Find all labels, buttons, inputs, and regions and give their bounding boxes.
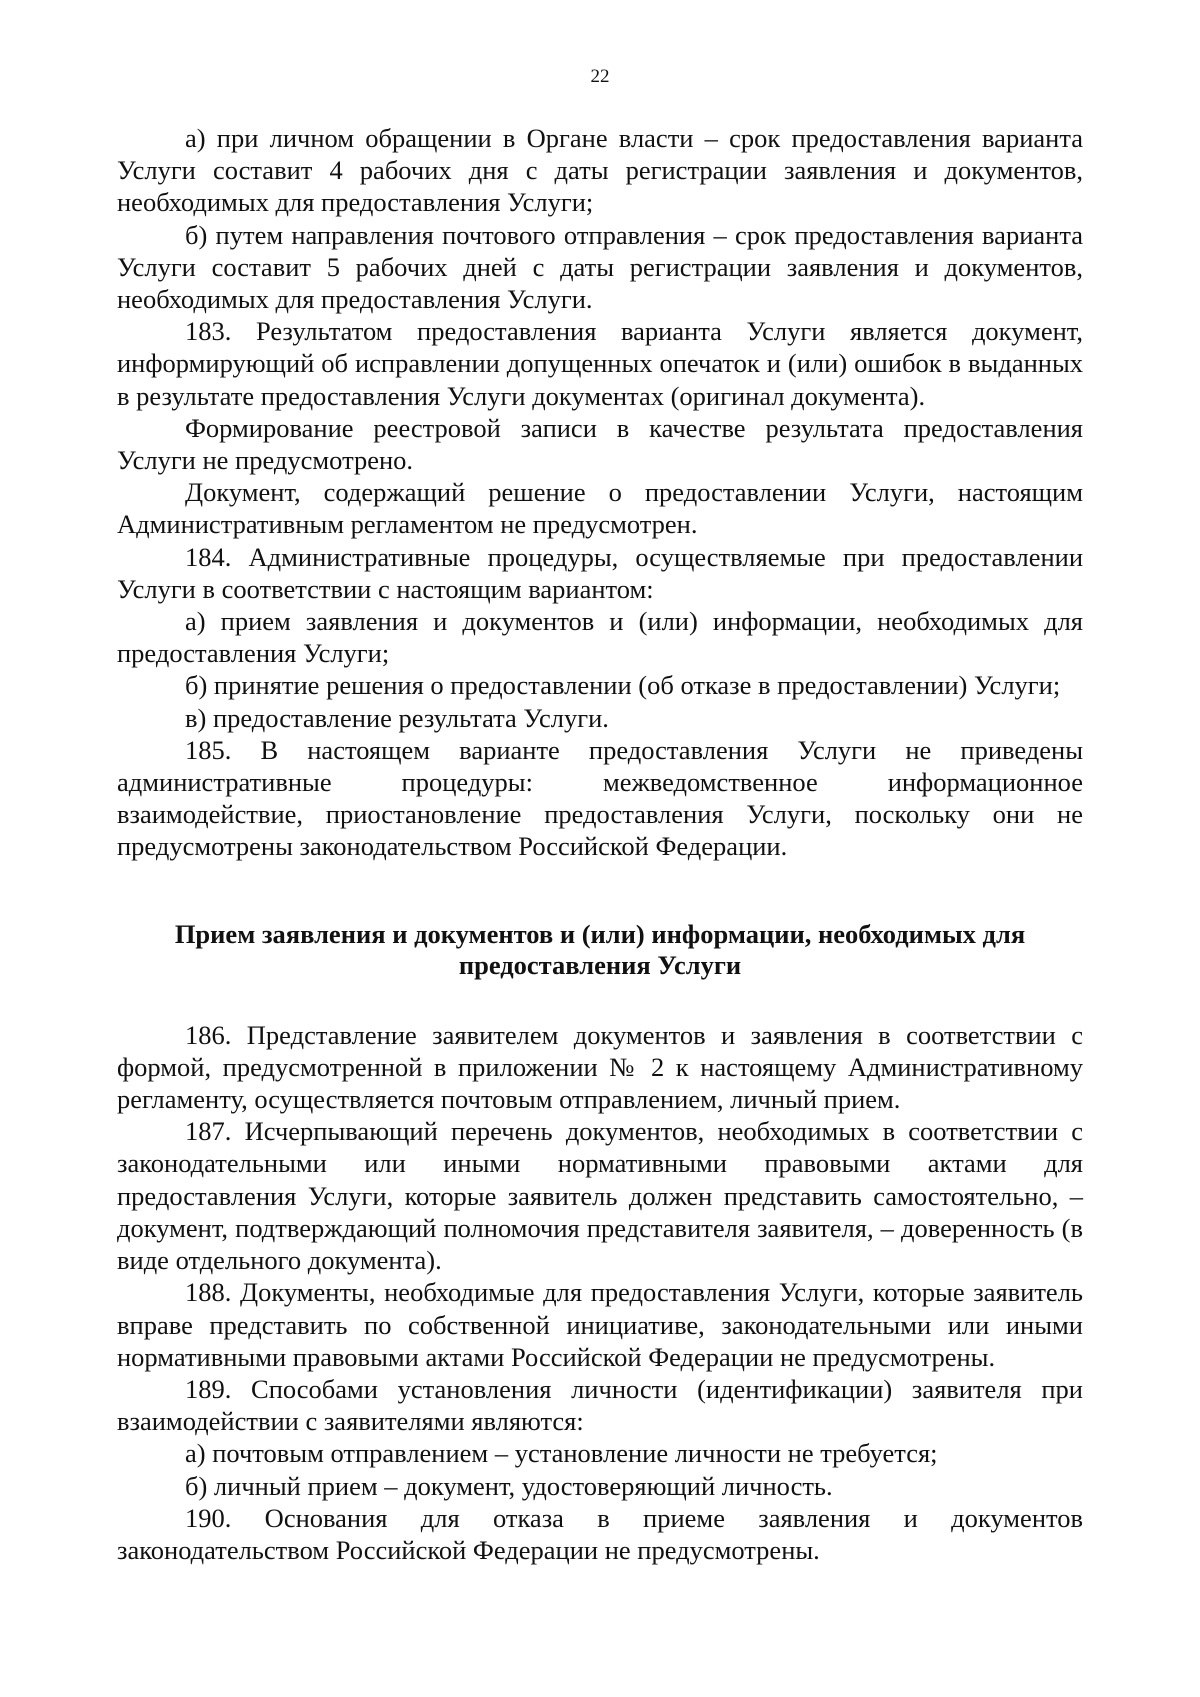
paragraph: 189. Способами установления личности (идентификации) заявителя при взаимодействии с заявителями являются:	[117, 1373, 1083, 1437]
paragraph: 190. Основания для отказа в приеме заявления и документов законодательством Российской Федерации не предусмотрены.	[117, 1502, 1083, 1565]
paragraph: Документ, содержащий решение о предоставлении Услуги, настоящим Административным регламентом не предусмотрен.	[117, 477, 1083, 540]
paragraph: а) прием заявления и документов и (или) информации, необходимых для предоставления Услуги;	[117, 606, 1083, 669]
paragraph: 188. Документы, необходимые для предоставления Услуги, которые заявитель вправе представить по собственной инициативе, законодательными или иными нормативными правовыми актами Российской Федерации не предусмотрены.	[117, 1277, 1083, 1372]
paragraph: 185. В настоящем варианте предоставления Услуги не приведены административные процедуры: межведомственное информационное взаимодействие, приостановление предоставления Услуги, поскольку они не предусмотрены законодательством Российской Федерации.	[117, 734, 1083, 862]
page-body	[117, 122, 1083, 1566]
paragraph: Формирование реестровой записи в качестве результата предоставления Услуги не предусмотрено.	[117, 412, 1083, 476]
paragraph: 186. Представление заявителем документов и заявления в соответствии с формой, предусмотренной в приложении № 2 к настоящему Административному регламенту, осуществляется почтовым отправлением, личный прием.	[117, 1019, 1083, 1115]
section-before-heading	[117, 122, 1083, 863]
paragraph: в) предоставление результата Услуги.	[185, 702, 609, 733]
paragraph: а) при личном обращении в Органе власти – срок предоставления варианта Услуги составит 4 рабочих дня с даты регистрации заявления и документов, необходимых для предоставления Услуги;	[117, 123, 1083, 218]
paragraph: а) почтовым отправлением – установление личности не требуется;	[185, 1438, 938, 1469]
paragraph: 184. Административные процедуры, осуществляемые при предоставлении Услуги в соответствии с настоящим вариантом:	[117, 541, 1083, 604]
paragraph: 187. Исчерпывающий перечень документов, необходимых в соответствии с законодательными или иными нормативными правовыми актами для предоставления Услуги, которые заявитель должен представить самостоятельно, – документ, подтверждающий полномочия представителя заявителя, – доверенность (в виде отдельного документа).	[117, 1116, 1083, 1276]
section-after-heading	[117, 1019, 1083, 1566]
paragraph: б) личный прием – документ, удостоверяющий личность.	[185, 1470, 833, 1501]
paragraph: 183. Результатом предоставления варианта Услуги является документ, информирующий об исправлении допущенных опечаток и (или) ошибок в выданных в результате предоставления Услуги документах (оригинал документа).	[117, 316, 1083, 411]
page-number: 22	[590, 66, 610, 87]
paragraph: б) принятие решения о предоставлении (об отказе в предоставлении) Услуги;	[185, 670, 1061, 701]
heading-spacer	[117, 981, 1083, 1019]
paragraph: б) путем направления почтового отправления – срок предоставления варианта Услуги составит 5 рабочих дней с даты регистрации заявления и документов, необходимых для предоставления Услуги.	[117, 219, 1083, 315]
section-heading: Прием заявления и документов и (или) информации, необходимых для предоставления Услуги	[174, 918, 1026, 980]
